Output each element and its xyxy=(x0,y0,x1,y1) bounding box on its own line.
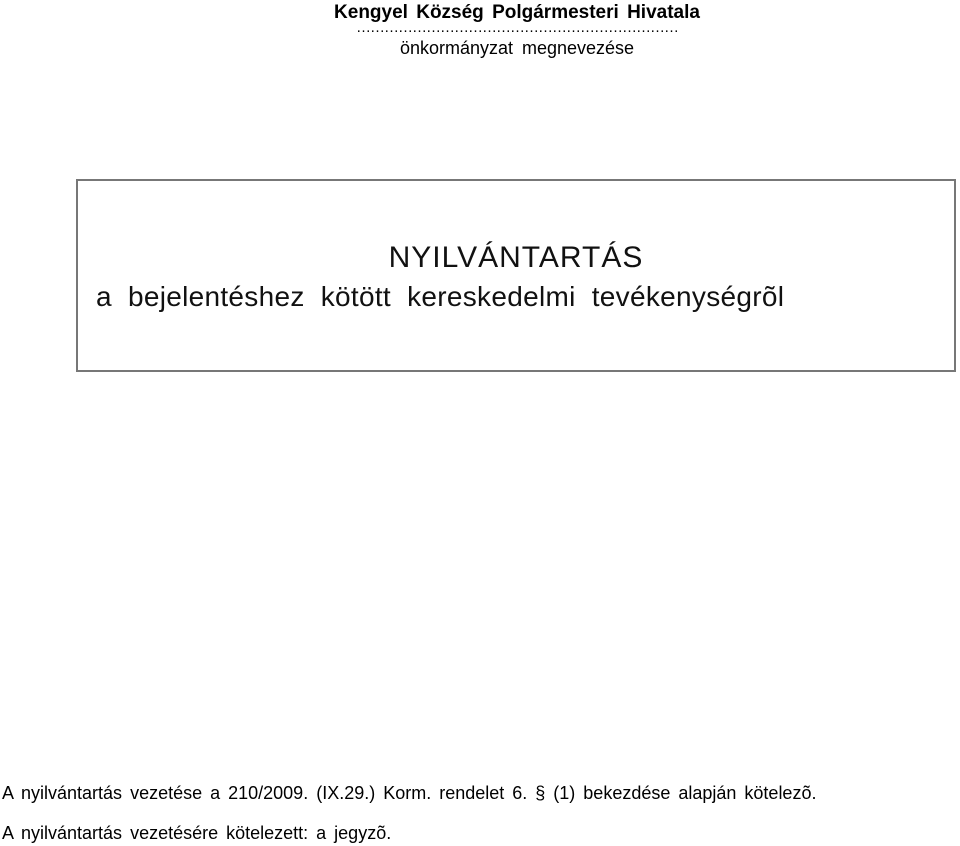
organization-name: Kengyel Község Polgármesteri Hivatala xyxy=(334,2,700,23)
organization-caption: önkormányzat megnevezése xyxy=(399,38,635,58)
legal-basis-note: A nyilvántartás vezetése a 210/2009. (IX.29.) Korm. rendelet 6. § (1) bekezdése alapján kötelezõ. xyxy=(2,783,817,803)
document-subtitle: a bejelentéshez kötött kereskedelmi tevékenységrõl xyxy=(96,281,785,312)
responsible-note: A nyilvántartás vezetésére kötelezett: a jegyzõ. xyxy=(2,823,392,843)
document-title: NYILVÁNTARTÁS xyxy=(388,241,644,274)
title-box xyxy=(76,179,956,372)
dotted-line: …………………………………………………………… xyxy=(356,19,678,36)
